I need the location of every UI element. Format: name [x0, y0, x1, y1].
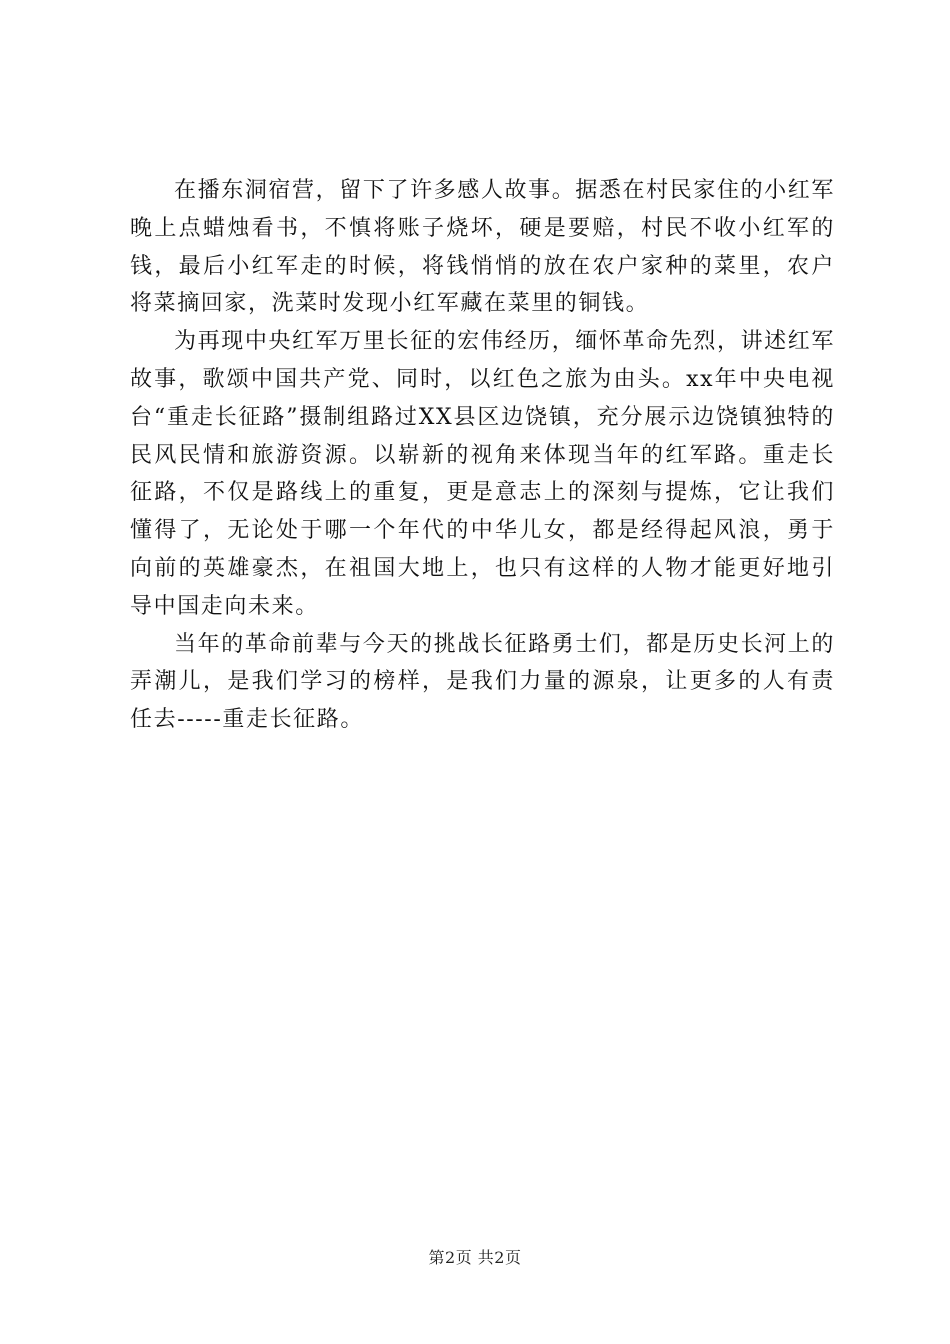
page-number-footer: 第2页 共2页 [428, 1248, 522, 1267]
paragraph-2: 为再现中央红军万里长征的宏伟经历，缅怀革命先烈，讲述红军故事，歌颂中国共产党、同时，以红色之旅为由头。xx年中央电视台“重走长征路”摄制组路过XX县区边饶镇，充分展示边饶镇独特的民风民情和旅游资源。以崭新的视角来体现当年的红军路。重走长征路，不仅是路线上的重复，更是意志上的深刻与提炼，它让我们懂得了，无论处于哪一个年代的中华儿女，都是经得起风浪，勇于向前的英雄豪杰，在祖国大地上，也只有这样的人物才能更好地引导中国走向未来。 [130, 329, 835, 619]
paragraph-3: 当年的革命前辈与今天的挑战长征路勇士们，都是历史长河上的弄潮儿，是我们学习的榜样，是我们力量的源泉，让更多的人有责任去-----重走长征路。 [130, 631, 835, 733]
document-body [130, 172, 835, 739]
paragraph-1: 在播东洞宿营，留下了许多感人故事。据悉在村民家住的小红军晚上点蜡烛看书，不慎将账子烧坏，硬是要赔，村民不收小红军的钱，最后小红军走的时候，将钱悄悄的放在农户家种的菜里，农户将菜摘回家，洗菜时发现小红军藏在菜里的铜钱。 [130, 178, 835, 317]
